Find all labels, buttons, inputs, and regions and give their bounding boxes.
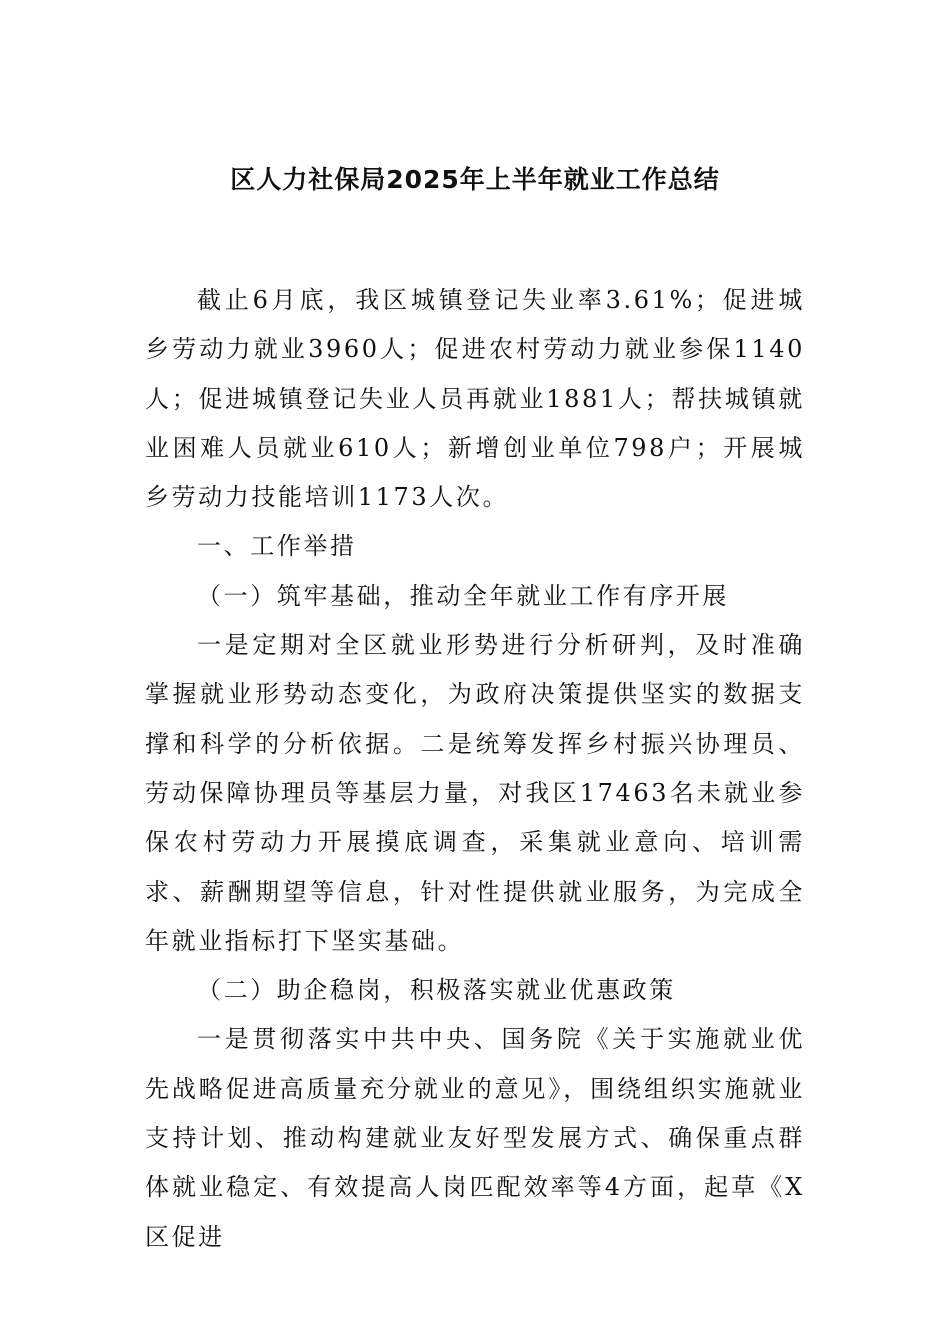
subsection-heading: （一）筑牢基础，推动全年就业工作有序开展 xyxy=(197,581,729,610)
section-heading: 一、工作举措 xyxy=(197,532,357,561)
subsection-heading: （二）助企稳岗，积极落实就业优惠政策 xyxy=(197,976,676,1005)
subsection-paragraph: 一是定期对全区就业形势进行分析研判，及时准确掌握就业形势动态变化，为政府决策提供坚实的数据支撑和科学的分析依据。二是统筹发挥乡村振兴协理员、劳动保障协理员等基层力量，对我区17463名未就业参保农村劳动力开展摸底调查，采集就业意向、培训需求、薪酬期望等信息，针对性提供就业服务，为完成全年就业指标打下坚实基础。 xyxy=(145,631,805,955)
intro-paragraph: 截止6月底，我区城镇登记失业率3.61%；促进城乡劳动力就业3960人；促进农村劳动力就业参保1140人；促进城镇登记失业人员再就业1881人；帮扶城镇就业困难人员就业610人；新增创业单位798户；开展城乡劳动力技能培训1173人次。 xyxy=(145,286,805,512)
document-title: 区人力社保局2025年上半年就业工作总结 xyxy=(230,165,720,194)
document-body xyxy=(145,276,805,1262)
subsection-paragraph: 一是贯彻落实中共中央、国务院《关于实施就业优先战略促进高质量充分就业的意见》，围绕组织实施就业支持计划、推动构建就业友好型发展方式、确保重点群体就业稳定、有效提高人岗匹配效率等4方面，起草《X区促进 xyxy=(145,1025,805,1251)
